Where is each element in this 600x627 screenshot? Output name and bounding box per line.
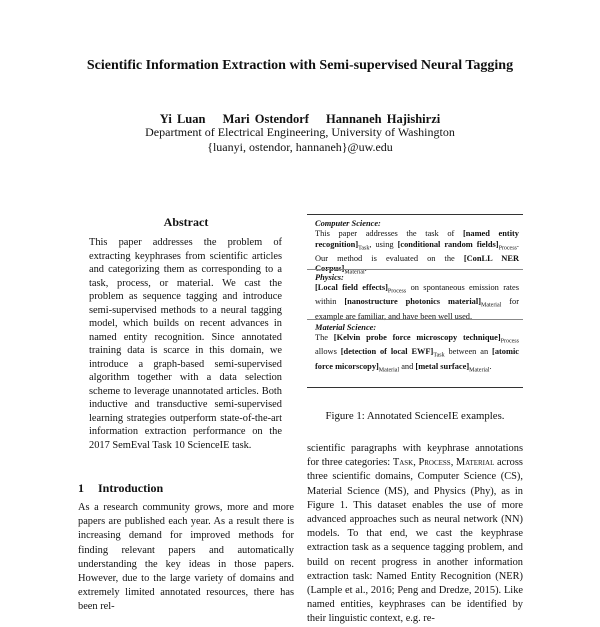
section-title: Introduction [98,481,164,495]
entity-tag: Material [469,367,490,374]
author-name: Mari Ostendorf [222,112,309,126]
entity-tag: Task [433,353,445,360]
panel-text: allows [315,347,341,357]
category-name: Material [455,457,495,469]
figure-divider [307,319,523,320]
category-name: Process [418,457,451,469]
body-text: across three scientific domains, Computer Science (CS), Material Science (MS), and Physics (Phy), as in Figure 1. This dataset enables the use of more advanced approaches such as neural network (NN) models. To that end, we cast the keyphrase extraction task as a sequence tagging problem, and build on recent progress in another information extraction task: Named Entity Recognition (NER) (Lample et al., 2016; Peng and Dredze, 2015). Like named entities, keyphrases can be identified by their linguistic context, e.g. re- [307,457,523,625]
entity-span: [named entity recognition] [315,229,519,249]
entity-span: [ConLL NER Corpus] [315,253,519,274]
entity-span: [Local field effects] [315,283,388,293]
panel-text: . [489,361,492,371]
section-heading [78,481,163,496]
panel-text: on spontaneous emission rates within [315,283,519,307]
abstract-text: This paper addresses the problem of extracting keyphrases from scientific articles and categorizing them as corresponding to a task, process, or material. We cast the problem as sequence tagging and introduce semi-supervised methods to a neural tagging model, which builds on recent advances in named entity recognition. Since annotated training data is scarce in this domain, we introduce a graph-based semi-supervised algorithm together with a data selection scheme to leverage unannotated articles. Both inductive and transductive semi-supervised learning strategies outperform state-of-the-art information extraction performance on the 2017 SemEval Task 10 ScienceIE task. [89,237,282,451]
figure-1 [307,214,523,388]
intro-text: As a research community grows, more and more papers are published each year. As a result there is increasing demand for improved methods for finding relevant papers and automatically understanding the key ideas in those papers. However, due to the large variety of domains and extremely limited annotated resources, there has been rel- [78,502,294,613]
panel-text: The [315,333,334,343]
abstract-heading: Abstract [163,215,209,229]
figure-caption: Figure 1: Annotated ScienceIE examples. [325,410,505,422]
panel-text: between an [444,347,493,357]
panel-label: Computer Science: [315,219,381,228]
body-text: scientific paragraphs with keyphrase annotations for three categories: [307,443,523,469]
entity-tag: Material [378,367,400,374]
entity-span: [Kelvin probe force microscopy technique] [333,333,501,343]
panel-label: Material Science: [315,323,377,332]
entity-tag: Material [480,303,502,310]
entity-tag: Material [344,269,365,276]
right-column-text [307,442,523,627]
figure-panel-physics [315,273,519,322]
section-number: 1 [78,481,84,495]
panel-label: Physics: [315,273,344,282]
paper-title: Scientific Information Extraction with Semi-supervised Neural Tagging [86,58,514,73]
panel-text: . Our method is evaluated on the [315,239,519,263]
entity-tag: Task [358,245,370,252]
body-text: , [413,457,419,469]
author-name: Yi Luan [159,112,206,126]
entity-span: [conditional random fields] [397,239,499,249]
figure-divider [307,269,523,270]
entity-span: [atomic force micorscopy] [315,347,520,371]
body-text: , [450,457,456,469]
entity-tag: Process [387,289,407,296]
panel-text: This paper addresses the task of [315,229,463,239]
category-name: Task [392,457,414,469]
panel-text: for example are familiar, and have been well used. [315,297,519,321]
entity-span: [nanostructure photonics material] [344,297,481,307]
affiliation: Department of Electrical Engineering, University of Washington [145,125,455,139]
panel-text: and [399,361,416,371]
figure-panel-material-science [315,323,519,376]
entity-tag: Process [500,339,519,346]
entity-span: [detection of local EWF] [340,347,434,357]
entity-tag: Process [498,245,517,252]
entity-span: [metal surface] [415,361,470,371]
author-name: Hannaneh Hajishirzi [326,112,441,126]
panel-text: , using [369,239,398,249]
panel-text: . [364,264,367,274]
author-emails: {luanyi, ostendor, hannaneh}@uw.edu [207,140,393,154]
